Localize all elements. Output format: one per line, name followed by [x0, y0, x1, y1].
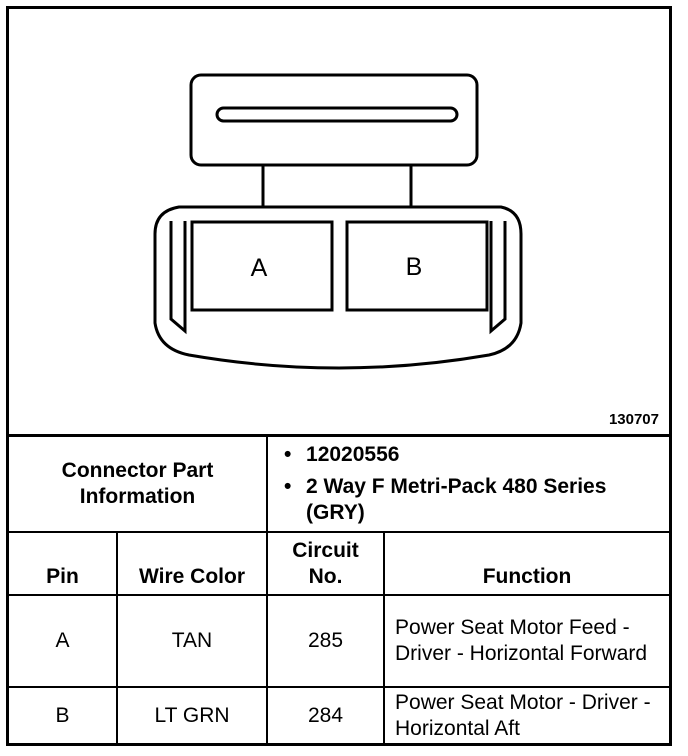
wire-color-cell: LT GRN: [117, 687, 267, 745]
cavity-label-a: A: [250, 254, 268, 282]
side-rail-left: [171, 221, 185, 331]
part-number: • 12020556: [306, 442, 661, 468]
connector-info-label: Connector Part Information: [9, 436, 267, 532]
cavity-label-b: B: [405, 253, 423, 281]
table-row: [9, 687, 669, 745]
table-row: [9, 595, 669, 687]
pin-cell: A: [9, 595, 117, 687]
header-circuit: Circuit No.: [267, 532, 384, 595]
function-cell: Power Seat Motor Feed - Driver - Horizontal Forward: [384, 595, 669, 687]
header-function: Function: [384, 532, 669, 595]
latch-slot: [217, 108, 457, 121]
connector-description: • 2 Way F Metri-Pack 480 Series (GRY): [306, 474, 661, 526]
circuit-cell: 284: [267, 687, 384, 745]
circuit-cell: 285: [267, 595, 384, 687]
connector-info-row: [9, 436, 669, 532]
function-cell: Power Seat Motor - Driver - Horizontal Aft: [384, 687, 669, 745]
table-header-row: [9, 532, 669, 595]
pin-cell: B: [9, 687, 117, 745]
header-pin: Pin: [9, 532, 117, 595]
connector-drawing: [9, 9, 669, 434]
pin-table: [9, 434, 669, 745]
side-rail-right: [491, 221, 505, 331]
connector-info-list: [267, 436, 669, 532]
header-wire-color: Wire Color: [117, 532, 267, 595]
connector-body: [155, 207, 521, 368]
wire-color-cell: TAN: [117, 595, 267, 687]
connector-sheet: [6, 6, 672, 746]
figure-id: 130707: [608, 411, 659, 428]
